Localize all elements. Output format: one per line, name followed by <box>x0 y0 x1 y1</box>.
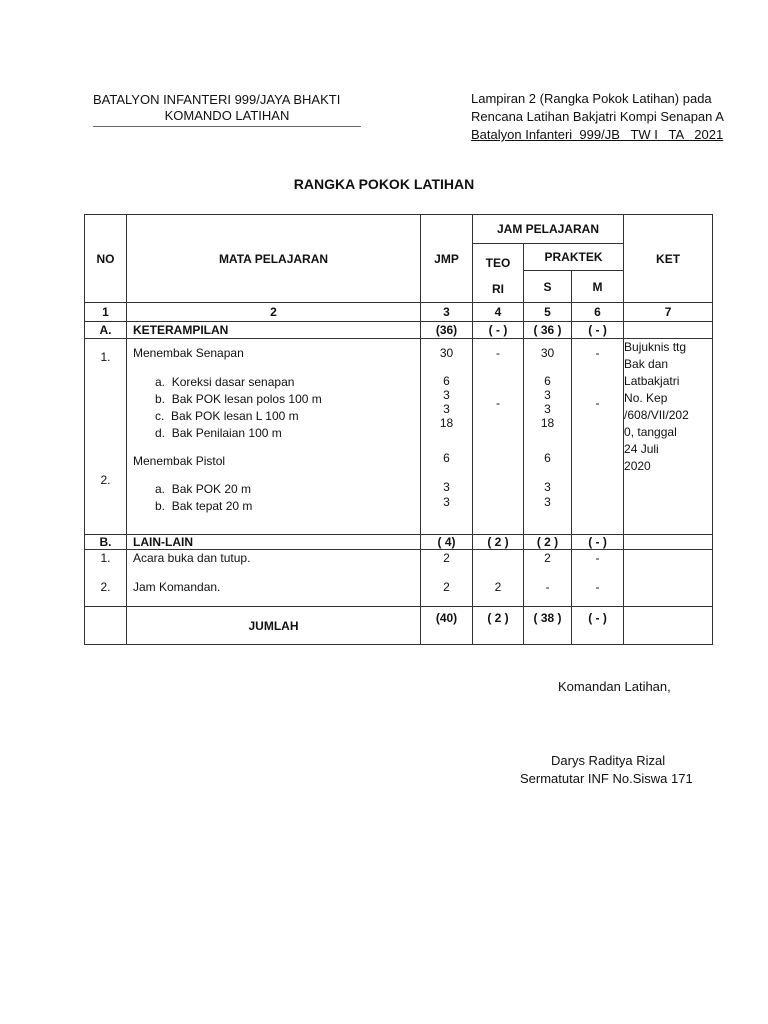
total-teori: ( 2 ) <box>473 607 524 645</box>
section-a-body <box>85 339 713 535</box>
header-s: S <box>524 271 572 303</box>
header-m: M <box>572 271 624 303</box>
total-jmp: (40) <box>421 607 473 645</box>
header-ket: KET <box>624 215 713 303</box>
col-number: 6 <box>572 303 624 322</box>
col-number: 2 <box>127 303 421 322</box>
col-number: 5 <box>524 303 572 322</box>
item-number: 2. <box>100 473 111 487</box>
total-m: ( - ) <box>572 607 624 645</box>
item-number: 1. <box>100 350 111 364</box>
subject-acara-buka: Acara buka dan tutup. <box>133 551 251 565</box>
section-a-numbers <box>85 339 127 535</box>
command-name: KOMANDO LATIHAN <box>164 108 290 123</box>
section-b-title: LAIN-LAIN <box>127 535 421 550</box>
section-b-no: B. <box>85 535 127 550</box>
section-b-row <box>85 535 713 550</box>
subject-jam-komandan: Jam Komandan. <box>133 580 221 594</box>
header-no: NO <box>85 215 127 303</box>
section-a-row <box>85 322 713 339</box>
header-mata-pelajaran: MATA PELAJARAN <box>127 215 421 303</box>
sub-item: d. Bak Penilaian 100 m <box>155 426 282 440</box>
institution-header <box>93 92 361 127</box>
header-praktek: PRAKTEK <box>524 244 624 271</box>
sub-item: b. Bak tepat 20 m <box>155 499 253 513</box>
sub-item: a. Bak POK 20 m <box>155 482 252 496</box>
header-jam-pelajaran: JAM PELAJARAN <box>473 215 624 244</box>
section-a-jmp-values: 30 6 3 3 18 6 3 3 <box>421 339 473 535</box>
sub-item: c. Bak POK lesan L 100 m <box>155 409 299 423</box>
section-a-s: ( 36 ) <box>524 322 572 339</box>
item-number: 1. <box>100 551 111 565</box>
signature-rank: Sermatutar INF No.Siswa 171 <box>520 771 693 786</box>
section-b-m: ( - ) <box>572 535 624 550</box>
total-row <box>85 607 713 645</box>
col-number: 7 <box>624 303 713 322</box>
header-teori: TEO RI <box>473 244 524 303</box>
section-a-jmp: (36) <box>421 322 473 339</box>
col-number: 1 <box>85 303 127 322</box>
section-a-m-values: - - <box>572 339 624 535</box>
total-label: JUMLAH <box>127 607 421 645</box>
section-a-title: KETERAMPILAN <box>127 322 421 339</box>
section-a-s-values: 30 6 3 3 18 6 3 3 <box>524 339 572 535</box>
subject-menembak-senapan: Menembak Senapan <box>133 346 244 360</box>
sub-item: b. Bak POK lesan polos 100 m <box>155 392 322 406</box>
header-divider <box>93 126 361 127</box>
subject-menembak-pistol: Menembak Pistol <box>133 454 226 468</box>
item-number: 2. <box>100 580 111 594</box>
document-title: RANGKA POKOK LATIHAN <box>293 176 475 192</box>
attachment-line-2: Rencana Latihan Bakjatri Kompi Senapan A <box>471 109 724 124</box>
header-jmp: JMP <box>421 215 473 303</box>
attachment-header <box>471 90 743 144</box>
section-b-body: 1. 2. Acara buka dan tutup. Jam Komandan. 2 2 2 2 - - - <box>85 550 713 607</box>
section-a-teori: ( - ) <box>473 322 524 339</box>
section-a-no: A. <box>85 322 127 339</box>
attachment-line-3: Batalyon Infanteri 999/JB TW I TA 2021 <box>471 127 724 142</box>
sub-item: a. Koreksi dasar senapan <box>155 375 295 389</box>
training-schedule-table <box>84 214 713 645</box>
section-a-teori-values: - - <box>473 339 524 535</box>
col-number: 4 <box>473 303 524 322</box>
section-b-s: ( 2 ) <box>524 535 572 550</box>
signature-role: Komandan Latihan, <box>558 679 671 694</box>
section-b-jmp: ( 4) <box>421 535 473 550</box>
section-b-teori: ( 2 ) <box>473 535 524 550</box>
total-s: ( 38 ) <box>524 607 572 645</box>
col-number: 3 <box>421 303 473 322</box>
signature-name: Darys Raditya Rizal <box>551 753 666 768</box>
section-a-m: ( - ) <box>572 322 624 339</box>
column-number-row <box>85 303 713 322</box>
section-a-ket: Bujuknis ttg Bak dan Latbakjatri No. Kep /608/VII/202 0, tanggal 24 Juli 2020 <box>624 339 713 535</box>
section-a-subjects <box>127 339 421 535</box>
battalion-name: BATALYON INFANTERI 999/JAYA BHAKTI <box>93 92 341 107</box>
attachment-line-1: Lampiran 2 (Rangka Pokok Latihan) pada <box>471 91 712 106</box>
